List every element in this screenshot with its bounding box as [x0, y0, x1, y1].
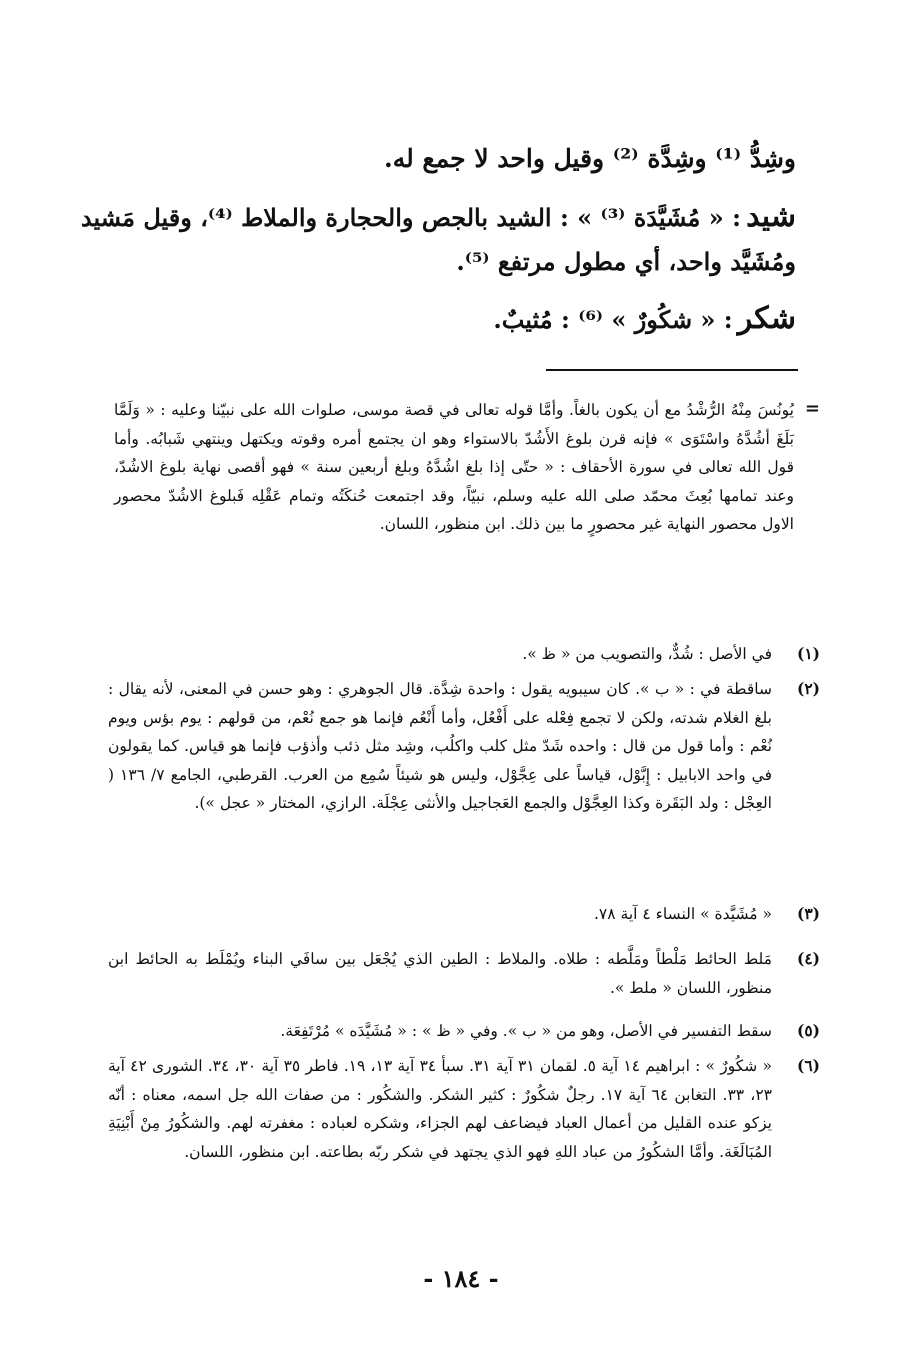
footnote-separator [546, 369, 798, 371]
entry-headword: شكر [737, 301, 796, 336]
footnote-text: ساقطة في : « ب ». كان سيبويه يقول : واحدة شِدَّة. قال الجوهري : وهو حسن في المعنى، لأنه يقال : بلغ الغلام شدته، ولكن لا تجمع فِعْله على أَفْعُل، وأما أَنْعُم فإنما هو جمع نُعْم، من قولهم : يوم بؤس ويوم نُعْم : وأما قول من قال : واحده شَدّ مثل كلب واكلُب، وشِد مثل ذئب وأذؤب فإنما هو قياس. كما يقولون في واحد الابابيل : إِبَّوْل، قياساً على عِجَّوْل، وليس هو شيئاً سُمِع من العرب. القرطبي، الجامع ٧/ ١٣٦ ( العِجْل : ولد البَقَرة وكذا العِجَّوْل والجمع العَجاجيل والأنثى عِجْلَة. الرازي، المختار « عجل »). [108, 680, 772, 813]
footnote-text: « مُشَيَّدة » النساء ٤ آية ٧٨. [593, 905, 772, 923]
page-number: - ١٨٤ - [423, 1264, 499, 1293]
footnote-1 [108, 640, 820, 669]
footnote-number: (١) [796, 644, 820, 663]
entry-shayyada [56, 196, 796, 284]
footnote-2 [108, 675, 820, 818]
footnote-continuation: يُونُسَ مِنْهُ الرُّشْدُ مع أن يكون بالغاً. وأمَّا قوله تعالى في قصة موسى، صلوات الله على نبيّنا وعليه : « وَلَمَّا بَلَغَ أشُدَّهُ واسْتَوَى » فإنه قرن بلوغ الأَشُدّ بالاستواء وهو ان يجتمع أمره وقوته ويكتهل وينتهي شَبابُه. وأما قول الله تعالى في سورة الأحقاف : « حتّى إذا بلغ اشُدَّهُ وبلغ أربعين سنة » فهو أقصى نهاية بلوغ الاشُدّ، وعند تمامها بُعِثَ محمّد صلى الله عليه وسلم، نبيّاً، وقد اجتمعت حُنكَتُه وتمام عَقْلِه فَبلوغ الاشُدّ محصور الاول محصور النهاية غير محصورٍ ما بين ذلك. ابن منظور، اللسان. [114, 401, 794, 534]
footnote-number: (٤) [796, 949, 820, 968]
entry-headword: شيد [746, 199, 796, 234]
footnote-text: سقط التفسير في الأصل، وهو من « ب ». وفي « ظ » : « مُشَيَّدَه » مُرْتَفِعَة. [280, 1022, 772, 1040]
footnote-6 [108, 1052, 820, 1166]
footnote-number: (٦) [796, 1056, 820, 1075]
footnote-number: (٣) [796, 904, 820, 923]
entry-text: : « مُشَيَّدَة ⁽³⁾ » : الشيد بالجص والحجارة والملاط ⁽⁴⁾، وقيل مَشيد ومُشَيَّد واحد، أي مطول مرتفع ⁽⁵⁾. [80, 203, 796, 276]
footnote-number: (٢) [796, 679, 820, 698]
entry-text: : « شكُورٌ » ⁽⁶⁾ : مُثيبٌ. [493, 305, 733, 334]
footnote-number: (٥) [796, 1021, 820, 1040]
continuation-mark: = [804, 398, 820, 419]
footnote-5 [108, 1017, 820, 1046]
entry-shakara [56, 298, 796, 342]
footnote-3 [108, 900, 820, 929]
footnote-text: « شكُورٌ » : ابراهيم ١٤ آية ٥. لقمان ٣١ آية ٣١. سبأ ٣٤ آية ١٣، ١٩. فاطر ٣٥ آية ٣٠، ٣٤. الشورى ٤٢ آية ٢٣، ٣٣. التغابن ٦٤ آية ١٧. رجلٌ شكُورٌ : كثير الشكر. والشكُور : من صفات الله جل اسمه، معناه : أنّه يزكو عنده القليل من أعمال العباد فيضاعف لهم الجزاء، وشكره لعباده : مغفرته لهم. والشكُورُ مِنْ أَبْنِيَةِ المُبَالَغَة. وأمَّا الشكُورُ من عباد اللهِ فهو الذي يجتهد في شكر ربّه بطاعته. ابن منظور، اللسان. [108, 1057, 772, 1161]
main-text-line: وشِدُّ ⁽¹⁾ وشِدَّة ⁽²⁾ وقيل واحد لا جمع له. [383, 144, 796, 173]
footnote-4 [108, 945, 820, 1002]
footnote-text: في الأصل : شُدٌّ، والتصويب من « ظ ». [522, 645, 772, 663]
footnote-text: مَلط الحائط مَلْطاً ومَلَّطه : طلاه. والملاط : الطين الذي يُجْعَل بين سافَي البناء ويُمْلَط به الحائط ابن منظور، اللسان « ملط ». [108, 950, 772, 997]
